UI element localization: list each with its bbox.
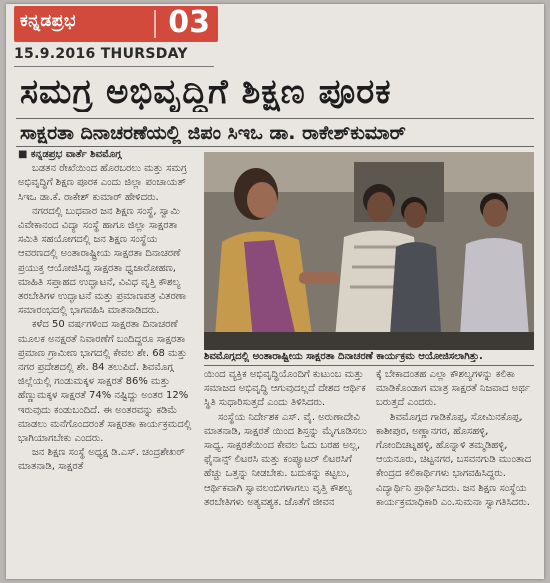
article-column-left [18, 148, 194, 574]
photo-caption: ಶಿವಮೊಗ್ಗದಲ್ಲಿ ಅಂತಾರಾಷ್ಟ್ರೀಯ ಸಾಕ್ಷರತಾ ದಿನಾಚರಣೆ ಕಾರ್ಯಕ್ರಮ ಆಯೋಜಿಸಲಾಗಿತ್ತು. [204, 351, 483, 362]
headline-rule [16, 118, 534, 119]
article-column-right [376, 368, 536, 574]
event-photo-illustration [204, 152, 534, 350]
subhead: ಸಾಕ್ಷರತಾ ದಿನಾಚರಣೆಯಲ್ಲಿ ಜಿಪಂ ಸಿಇಒ ಡಾ. ರಾಕೇಶ್‌ಕುಮಾರ್ [20, 122, 406, 144]
dateline: 15.9.2016 THURSDAY [14, 46, 188, 62]
headline: ಸಮಗ್ರ ಅಭಿವೃದ್ಧಿಗೆ ಶಿಕ್ಷಣ ಪೂರಕ [20, 72, 392, 112]
subhead-rule [16, 146, 534, 147]
page-number: 03 [168, 5, 210, 40]
paragraph: ಸಂಸ್ಥೆಯ ನಿರ್ದೇಶಕ ಎಸ್. ವೈ. ಅರುಣಾದೇವಿ ಮಾತನಾಡಿ, ಸಾಕ್ಷರತೆ ಯಿಂದ ಶಿಸ್ತನ್ನು ಮೈಗೂಡಿಸಲು ಸಾಧ್ಯ. ಸಾಕ್ಷರತೆಯಿಂದ ಕೇವಲ ಓದು ಬರಹ ಅಲ್ಲ, ಫೈನಾನ್ಸ್ ಲಿಟರಸಿ ಮತ್ತು ಕಂಪ್ಯೂಟರ್ ಲಿಟರಸಿಗೆ ಹೆಚ್ಚು ಒತ್ತನ್ನು ನೀಡಬೇಕು. ಬದುಕನ್ನು ಕಟ್ಟಲು, ಆರ್ಥಿಕವಾಗಿ ಸ್ವಾವಲಂಬಿಗಳಾಗಲು ವೃತ್ತಿ ಕೌಶಲ್ಯ ತರಬೇತಿಗಳು ಅತ್ಯವಶ್ಯಕ. ಜೊತೆಗೆ ಜೀವನ [204, 411, 367, 508]
paragraph: ಯಿಂದ ವ್ಯಕ್ತಿಕ ಅಭಿವೃದ್ಧಿಯೊಂದಿಗೆ ಕುಟುಂಬ ಮತ್ತು ಸಮಾಜದ ಅಭಿವೃದ್ಧಿ ಆಗುವುದಲ್ಲದೆ ದೇಶದ ಆರ್ಥಿಕ ಸ್ಥಿತಿ ಸುಧಾರಿಸುತ್ತದೆ ಎಂದು ತಿಳಿಸಿದರು. [204, 369, 366, 409]
masthead [14, 6, 218, 42]
paragraph: ಶಿವಮೊಗ್ಗದ ಗಾಡಿಕೊಪ್ಪ, ಸೋಮಿನಕೊಪ್ಪ, ಕಾಶೀಪುರ, ಅಣ್ಣಾನಗರ, ಹೊಸಹಳ್ಳಿ, ಗೋಂದಿಚಟ್ನಹಳ್ಳಿ, ಹೊನ್ನಾಳಿ ತಮ್ಮಡಿಹಳ್ಳಿ, ಆಯನೂರು, ಚಿಟ್ಟನಗರ, ಬಸವನಗುಡಿ ಮುಂತಾದ ಕೇಂದ್ರದ ಕಲಿಕಾರ್ಥಿಗಳು ಭಾಗವಹಿಸಿದ್ದರು. ವಿದ್ಯಾರ್ಥಿನಿ ಪ್ರಾರ್ಥಿಸಿದರು. ಜನ ಶಿಕ್ಷಣ ಸಂಸ್ಥೆಯ ಕಾರ್ಯಕ್ರಮಾಧಿಕಾರಿ ಎಂ.ಸುಮನಾ ಸ್ವಾಗತಿಸಿದರು. [376, 411, 532, 508]
paragraph: ಕಳೆದ 50 ವರ್ಷಗಳಿಂದ ಸಾಕ್ಷರತಾ ದಿನಾಚರಣೆ ಮೂಲಕ ಅನಕ್ಷರತೆ ನಿವಾರಣೆಗೆ ಬಂದಿದ್ದರೂ ಸಾಕ್ಷರತಾ ಪ್ರಮಾಣ ಗ್ರಾಮೀಣ ಭಾಗದಲ್ಲಿ ಕೇವಲ ಶೇ. 68 ಮತ್ತು ನಗರ ಪ್ರದೇಶದಲ್ಲಿ ಶೇ. 84 ತಲುಪಿದೆ. ಶಿವಮೊಗ್ಗ ಜಿಲ್ಲೆಯಲ್ಲಿ ಗಂಡುಮಕ್ಕಳ ಸಾಕ್ಷರತೆ 86% ಮತ್ತು ಹೆಣ್ಣುಮಕ್ಕಳ ಸಾಕ್ಷರತೆ 74% ನಷ್ಟಿದ್ದು ಅಂತರ 12% ಇರುವುದು ಕಂಡುಬಂದಿದೆ. ಈ ಅಂತರವನ್ನು ಕಡಿಮೆ ಮಾಡಲು ಮನೆಗೊಂದರಂತೆ ಸಾಕ್ಷರತಾ ಕಾರ್ಯಕ್ರಮದಲ್ಲಿ ಭಾಗಿಯಾಗಬೇಕು ಎಂದರು. [18, 319, 192, 445]
caption-rule [204, 365, 534, 366]
dateline-rule [14, 66, 214, 67]
event-photo [204, 152, 534, 350]
byline: ■ ಕನ್ನಡಪ್ರಭ ವಾರ್ತೆ ಶಿವಮೊಗ್ಗ [18, 149, 122, 160]
paragraph: ಬಡತನ ರೇಖೆಯಿಂದ ಹೊರಬರಲು ಮತ್ತು ಸಮಗ್ರ ಅಭಿವೃದ್ಧಿಗೆ ಶಿಕ್ಷಣ ಪೂರಕ ಎಂದು ಜಿಲ್ಲಾ ಪಂಚಾಯತ್ ಸಿಇಒ ಡಾ.ಕೆ. ರಾಕೇಶ್ ಕುಮಾರ್ ಹೇಳಿದರು. [18, 163, 187, 203]
paragraph: ಕ್ಕೆ ಬೇಕಾದಂತಹ ಎಲ್ಲಾ ಕೌಶಲ್ಯಗಳನ್ನು ಕಲಿಕಾ ಮಾಡಿಕೊಂಡಾಗ ಮಾತ್ರ ಸಾಕ್ಷರತೆ ನಿಜವಾದ ಅರ್ಥ ಬರುತ್ತದೆ ಎಂದರು. [376, 369, 531, 409]
paragraph: ಜನ ಶಿಕ್ಷಣ ಸಂಸ್ಥೆ ಅಧ್ಯಕ್ಷ ಡಿ.ಎಸ್. ಚಂದ್ರಶೇಖರ್ ಮಾತನಾಡಿ, ಸಾಕ್ಷರತೆ [18, 447, 185, 473]
masthead-divider [154, 10, 156, 38]
article-column-middle [204, 368, 368, 574]
paragraph: ನಗರದಲ್ಲಿ ಬುಧವಾರ ಜನ ಶಿಕ್ಷಣ ಸಂಸ್ಥೆ, ಸ್ವಾಮಿ ವಿವೇಕಾನಂದ ವಿದ್ಯಾ ಸಂಸ್ಥೆ ಹಾಗೂ ಜಿಲ್ಲಾ ಸಾಕ್ಷರತಾ ಸಮಿತಿ ಸಹಯೋಗದಲ್ಲಿ ಜನ ಶಿಕ್ಷಣ ಸಂಸ್ಥೆಯ ಆವರಣದಲ್ಲಿ ಅಂತಾರಾಷ್ಟ್ರೀಯ ಸಾಕ್ಷರತಾ ದಿನಾಚರಣೆ ಪ್ರಯುಕ್ತ ಆಯೋಜಿಸಿದ್ದ ಸಾಕ್ಷರತಾ ಧ್ವಜಾರೋಹಣ, ಮಾಹಿತಿ ಸಪ್ತಾಹದ ಉದ್ಘಾಟನೆ, ವಿವಿಧ ವೃತ್ತಿ ಕೌಶಲ್ಯ ತರಬೇತಿಗಳ ಉದ್ಘಾಟನೆ ಮತ್ತು ಪ್ರಮಾಣಪತ್ರ ವಿತರಣಾ ಸಮಾರಂಭದಲ್ಲಿ ಭಾಗವಹಿಸಿ ಮಾತನಾಡಿದರು. [18, 205, 187, 317]
newspaper-clipping [6, 4, 544, 579]
paper-name: ಕನ್ನಡಪ್ರಭ [20, 11, 76, 31]
